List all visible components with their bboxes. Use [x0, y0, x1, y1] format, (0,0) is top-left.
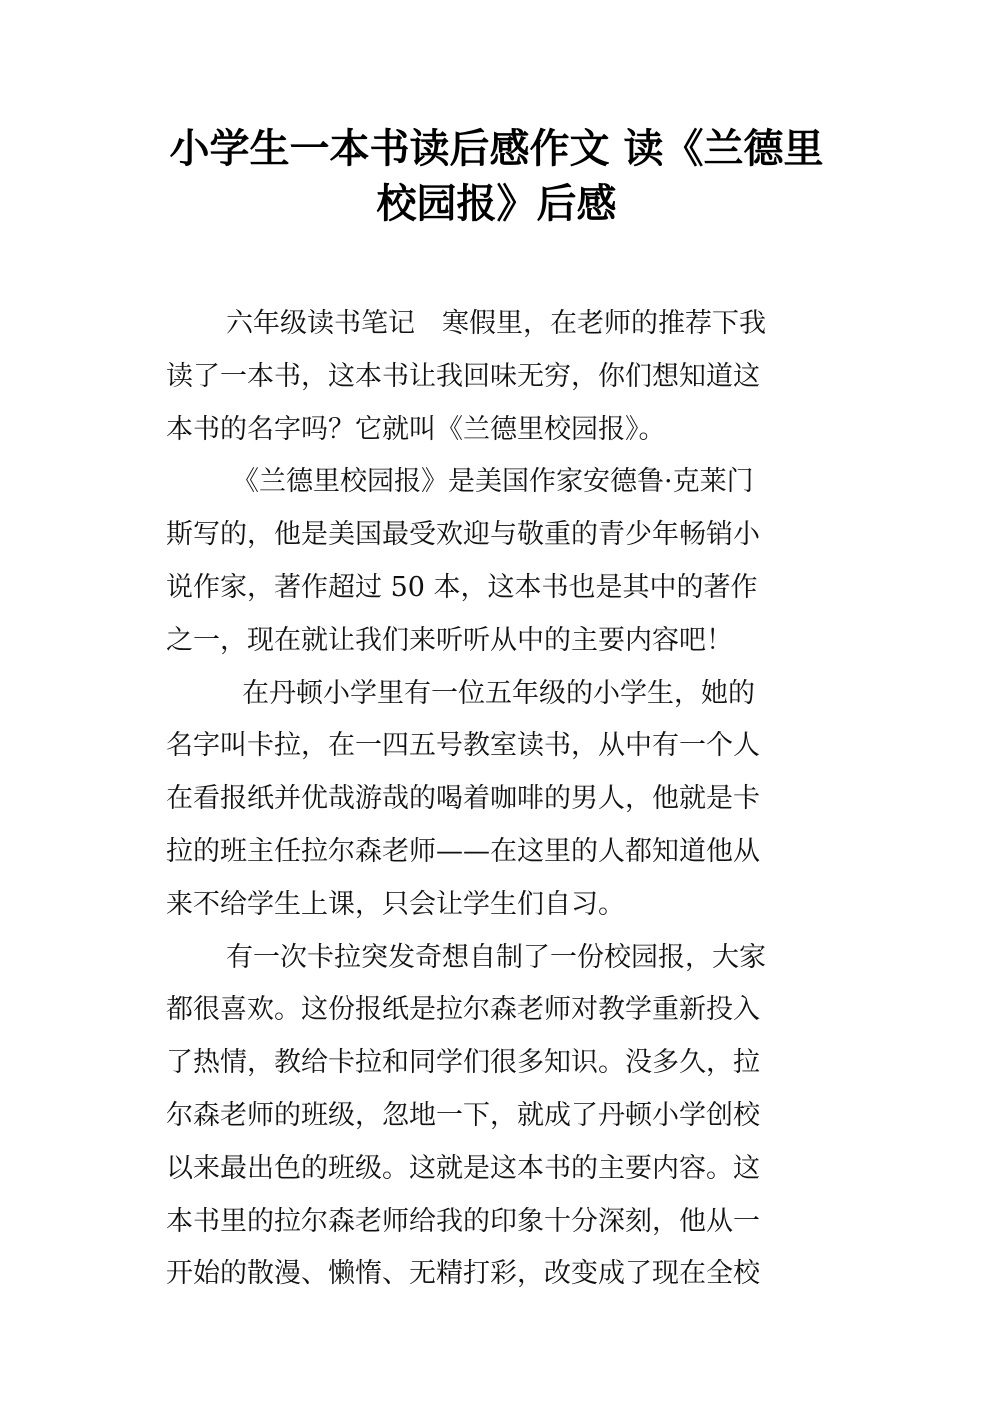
text-line: 来不给学生上课，只会让学生们自习。 [166, 888, 625, 920]
paragraph-1 [166, 298, 828, 456]
text-line: 尔森老师的班级，忽地一下，就成了丹顿小学创校 [166, 1099, 760, 1131]
text-line: 以来最出色的班级。这就是这本书的主要内容。这 [166, 1152, 760, 1184]
text-line: 有一次卡拉突发奇想自制了一份校园报，大家 [226, 941, 766, 973]
document-body [166, 298, 828, 1301]
text-line: 了热情，教给卡拉和同学们很多知识。没多久，拉 [166, 1047, 760, 1079]
paragraph-2 [166, 456, 828, 667]
text-line: 《兰德里校园报》是美国作家安德鲁·克莱门 [232, 466, 754, 498]
text-line: 之一，现在就让我们来听听从中的主要内容吧！ [166, 624, 733, 656]
document-title [150, 122, 843, 232]
text-line: 斯写的，他是美国最受欢迎与敬重的青少年畅销小 [166, 519, 760, 551]
text-line: 读了一本书，这本书让我回味无穷，你们想知道这 [166, 360, 760, 392]
text-line: 拉的班主任拉尔森老师——在这里的人都知道他从 [166, 835, 760, 867]
paragraph-4 [166, 932, 828, 1302]
text-line: 开始的散漫、懒惰、无精打彩，改变成了现在全校 [166, 1258, 760, 1290]
text-line: 名字叫卡拉，在一四五号教室读书，从中有一个人 [166, 730, 760, 762]
paragraph-3 [166, 668, 828, 932]
text-line: 六年级读书笔记 寒假里，在老师的推荐下我 [226, 308, 766, 339]
text-line: 说作家，著作超过 50 本，这本书也是其中的著作 [166, 571, 758, 603]
text-line: 在丹顿小学里有一位五年级的小学生，她的 [242, 677, 755, 709]
title-line: 校园报》后感 [376, 181, 617, 227]
text-line: 本书的名字吗？它就叫《兰德里校园报》。 [166, 413, 666, 445]
title-line: 小学生一本书读后感作文 读《兰德里 [169, 126, 824, 172]
text-line: 在看报纸并优哉游哉的喝着咖啡的男人，他就是卡 [166, 783, 760, 815]
text-line: 都很喜欢。这份报纸是拉尔森老师对教学重新投入 [166, 994, 760, 1026]
text-line: 本书里的拉尔森老师给我的印象十分深刻，他从一 [166, 1205, 760, 1237]
